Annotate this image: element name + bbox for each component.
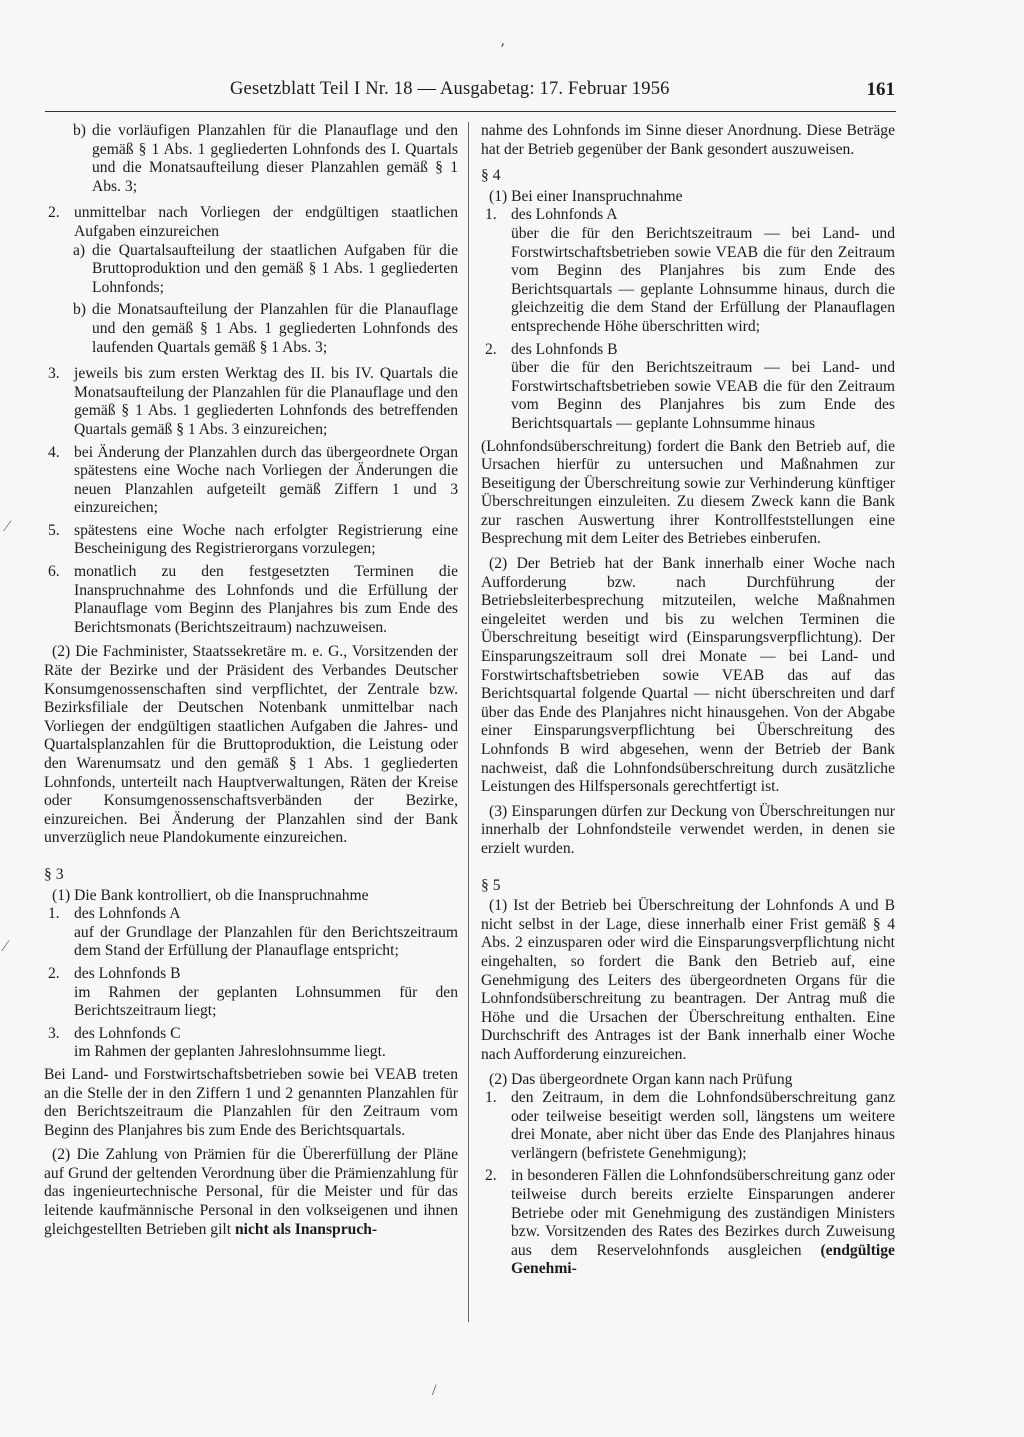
list-item-text: spätestens eine Woche nach erfolgter Registrierung eine Bescheinigung des Registrierorgans vorzulegen; bbox=[74, 521, 458, 558]
list-item-text: im Rahmen der geplanten Jahreslohnsumme liegt. bbox=[74, 1043, 386, 1061]
section-heading: § 3 bbox=[44, 865, 64, 883]
list-item bbox=[44, 444, 458, 518]
list-number: 2. bbox=[485, 340, 497, 358]
list-item bbox=[44, 522, 458, 559]
list-item-text: die Quartalsaufteilung der staatlichen Aufgaben für die Bruttoproduktion und den gemäß § 1 Abs. 1 gegliederten Lohnfonds; bbox=[92, 241, 458, 296]
list-item-text: auf der Grundlage der Planzahlen für den Berichtszeitraum dem Stand der Erfüllung der Planauflage entspricht; bbox=[74, 923, 458, 960]
list-number: 1. bbox=[48, 905, 60, 923]
list-number: 4. bbox=[48, 443, 60, 461]
list-item-title: des Lohnfonds B bbox=[511, 340, 618, 358]
paragraph: (3) Einsparungen dürfen zur Deckung von Überschreitungen nur innerhalb der Lohnfondsteile verwendet werden, in denen sie erzielt wurden. bbox=[481, 802, 895, 857]
list-item-text: jeweils bis zum ersten Werktag des II. bis IV. Quartals die Monatsaufteilung der Planzahlen für die Planauflage und den gemäß § 1 Abs. 1 gegliederten Lohnfonds des betreffenden Quartals gemäß § 1 Abs. 3 einzureichen; bbox=[74, 365, 458, 438]
paragraph-bold-tail: nicht als Inanspruch- bbox=[234, 1220, 378, 1238]
list-number: 2. bbox=[48, 964, 60, 982]
list-number: 1. bbox=[485, 206, 497, 224]
list-item bbox=[44, 905, 458, 924]
margin-mark: ⁄ bbox=[4, 938, 7, 955]
list-number: 2. bbox=[485, 1167, 497, 1185]
list-number: 3. bbox=[48, 365, 60, 383]
list-letter: b) bbox=[73, 301, 86, 319]
list-item bbox=[481, 341, 895, 360]
list-item-title: des Lohnfonds A bbox=[511, 206, 618, 224]
list-letter: a) bbox=[73, 241, 86, 259]
list-item-text: monatlich zu den festgesetzten Terminen die Inanspruchnahme des Lohnfonds und die Erfüllung der Planauflage vom Beginn des Planjahres bis zum Ende des Berichtsmonats (Berichtszeitraum) nachzuweisen. bbox=[74, 563, 458, 636]
list-item-text: bei Änderung der Planzahlen durch das übergeordnete Organ spätestens eine Woche nach Vorliegen der Änderungen die neuen Planzahlen aufgeteilt gemäß Ziffern 1 und 3 einzureichen; bbox=[74, 443, 458, 517]
list-item-text: in besonderen Fällen die Lohnfondsüberschreitung ganz oder teilweise durch bereits erzielte Einsparungen anderer Betriebe oder mit Genehmigung des zuständigen Ministers bzw. Vorsitzenden des Rates des Bezirkes durch Zuweisung aus dem Reservelohnfonds ausgleichen bbox=[511, 1167, 895, 1259]
section-heading: § 4 bbox=[481, 167, 501, 185]
list-item bbox=[44, 563, 458, 637]
list-number: 1. bbox=[485, 1089, 497, 1107]
section-heading: § 5 bbox=[481, 876, 501, 894]
paragraph: (2) Der Betrieb hat der Bank innerhalb einer Woche nach Aufforderung bzw. nach Durchführung der Betriebsleiterbesprechung mitzuteilen, welche Maßnahmen eingeleitet werden und bis zu welchen Terminen die Überschreitung beseitigt wird (Einsparungsverpflichtung). Der Einsparungszeitraum soll drei Monate — bei Land- und Forstwirtschaftsbetrieben sowie VEAB das auf das Berichtsquartal folgende Quartal — nicht überschreiten und darf über das Ende des Planjahres nicht hinausgehen. Von der Abgabe einer Einsparungsverpflichtung bei Überschreitung des Lohnfonds B wird abgesehen, wenn der Betrieb der Bank nachweist, daß die Lohnfondsüberschreitung durch zusätzliche Leistungen des Hilfspersonals gerechtfertigt ist. bbox=[481, 555, 895, 796]
list-item-title: des Lohnfonds B bbox=[74, 964, 181, 982]
header-rule bbox=[45, 111, 896, 112]
list-item-title: des Lohnfonds A bbox=[74, 905, 181, 923]
list-item-text: den Zeitraum, in dem die Lohnfondsüberschreitung ganz oder teilweise beseitigt werden soll, längstens um weitere drei Monate, aber nicht über das Ende des Planjahres hinaus verlängern (befristete Genehmigung); bbox=[511, 1089, 895, 1162]
paragraph: nahme des Lohnfonds im Sinne dieser Anordnung. Diese Beträge hat der Betrieb gegenüber der Bank gesondert auszuweisen. bbox=[481, 122, 895, 158]
list-item bbox=[481, 1167, 895, 1279]
list-item bbox=[481, 206, 895, 225]
margin-mark: ⁄ bbox=[6, 518, 9, 535]
list-number: 2. bbox=[48, 204, 60, 222]
paragraph: (1) Die Bank kontrolliert, ob die Inanspruchnahme bbox=[52, 886, 369, 904]
paragraph: (1) Ist der Betrieb bei Überschreitung der Lohnfonds A und B nicht selbst in der Lage, diese innerhalb einer Frist gemäß § 4 Abs. 2 einzusparen oder wird die Einsparungsverpflichtung nicht eingehalten, so fordert die Bank den Betrieb auf, eine Genehmigung des Leiters des übergeordneten Organs für die Lohnfondsüberschreitung zu beantragen. Der Antrag muß die Höhe und die Ursachen der Überschreitung enthalten. Eine Durchschrift des Antrages ist der Bank innerhalb einer Woche nach Aufforderung einzureichen. bbox=[481, 897, 895, 1063]
list-item bbox=[44, 1025, 458, 1044]
list-item-text: unmittelbar nach Vorliegen der endgültigen staatlichen Aufgaben einzureichen bbox=[74, 204, 458, 240]
paragraph bbox=[44, 1146, 458, 1239]
list-item-text: über die für den Berichtszeitraum — bei Land- und Forstwirtschaftsbetrieben sowie VEAB die für den Zeitraum vom Beginn des Planjahres bis zum Ende des Berichtsquartals — geplante Lohnsumme hinaus, durch die gleichzeitig die dem Stand der Erfüllung der Planauflagen entsprechende Höhe überschritten wird; bbox=[511, 224, 895, 335]
list-item-text: die Monatsaufteilung der Planzahlen für die Planauflage und den gemäß § 1 Abs. 1 gegliederten Lohnfonds des laufenden Quartals gemäß § 1 Abs. 3; bbox=[92, 301, 458, 356]
list-letter: b) bbox=[73, 122, 86, 139]
list-item bbox=[44, 301, 458, 357]
list-item bbox=[481, 1089, 895, 1163]
paragraph: Bei Land- und Forstwirtschaftsbetrieben sowie bei VEAB treten an die Stelle der in den Ziffern 1 und 2 genannten Planzahlen für den Berichtszeitraum die Planzahlen für den Zeitraum vom Beginn des Planjahres bis zum Ende des Berichtsquartals. bbox=[44, 1065, 458, 1139]
list-number: 5. bbox=[48, 521, 60, 539]
paragraph-text: (2) Die Zahlung von Prämien für die Übererfüllung der Pläne auf Grund der geltenden Verordnung über die Prämienzahlung für das ingenieurtechnische Personal, für die Meister und für das leitende kaufmännische Personal in den volkseigenen und ihnen gleichgestellten Betrieben gilt bbox=[44, 1146, 458, 1238]
list-item bbox=[44, 122, 458, 196]
paragraph: (2) Die Fachminister, Staatssekretäre m. e. G., Vorsitzenden der Räte der Bezirke und der Präsident des Verbandes Deutscher Konsumgenossenschaften sind verpflichtet, der Zentrale bzw. Bezirksfiliale der Deutschen Notenbank unmittelbar nach Vorliegen der endgültigen staatlichen Aufgaben die Jahres- und Quartalsplanzahlen für die Bruttoproduktion, die Leistung oder den Warenumsatz und den gemäß § 1 Abs. 1 gegliederten Lohnfonds, unterteilt nach Hauptverwaltungen, Räten der Kreise oder Konsumgenossenschaftsverbänden der Bezirke, einzureichen. Bei Änderung der Planzahlen sind der Bank unverzüglich neue Plandokumente einzureichen. bbox=[44, 643, 458, 847]
page-header bbox=[230, 79, 895, 109]
list-number: 6. bbox=[48, 563, 60, 581]
list-number: 3. bbox=[48, 1024, 60, 1042]
paragraph: (2) Das übergeordnete Organ kann nach Prüfung bbox=[489, 1070, 793, 1088]
scan-mark: / bbox=[432, 1382, 437, 1399]
paragraph: (1) Bei einer Inanspruchnahme bbox=[489, 187, 683, 205]
page-number: 161 bbox=[866, 79, 895, 100]
list-item bbox=[44, 204, 458, 241]
list-item bbox=[44, 965, 458, 984]
column-divider bbox=[468, 122, 469, 1322]
right-column bbox=[481, 122, 895, 1283]
list-item-text: im Rahmen der geplanten Lohnsummen für den Berichtszeitraum liegt; bbox=[74, 983, 458, 1020]
paragraph: (Lohnfondsüberschreitung) fordert die Bank den Betrieb auf, die Ursachen hierfür zu untersuchen und Maßnahmen zur Beseitigung der Überschreitung sowie zur Verhinderung künftiger Überschreitungen einzuleiten. Zu diesem Zweck kann die Bank zur raschen Auswertung ihrer Kontrollfeststellungen eine Besprechung mit dem Leiter des Betriebes einberufen. bbox=[481, 437, 895, 548]
scan-mark: ٬ bbox=[500, 42, 506, 59]
list-item-text: die vorläufigen Planzahlen für die Planauflage und den gemäß § 1 Abs. 1 gegliederten Lohnfonds des I. Quartals und die Monatsaufteilung dieser Planzahlen gemäß § 1 Abs. 3; bbox=[92, 122, 458, 195]
header-title: Gesetzblatt Teil I Nr. 18 — Ausgabetag: 17. Februar 1956 bbox=[230, 79, 670, 99]
list-item bbox=[44, 242, 458, 298]
list-item-title: des Lohnfonds C bbox=[74, 1024, 181, 1042]
list-item-text: über die für den Berichtszeitraum — bei Land- und Forstwirtschaftsbetrieben sowie VEAB die für den Zeitraum vom Beginn des Planjahres bis zum Ende des Berichtsquartals — geplante Lohnsumme hinaus bbox=[511, 359, 895, 432]
list-item bbox=[44, 365, 458, 439]
list-item-bold-tail: (endgültige Genehmi- bbox=[511, 1241, 895, 1278]
left-column bbox=[44, 122, 458, 1239]
